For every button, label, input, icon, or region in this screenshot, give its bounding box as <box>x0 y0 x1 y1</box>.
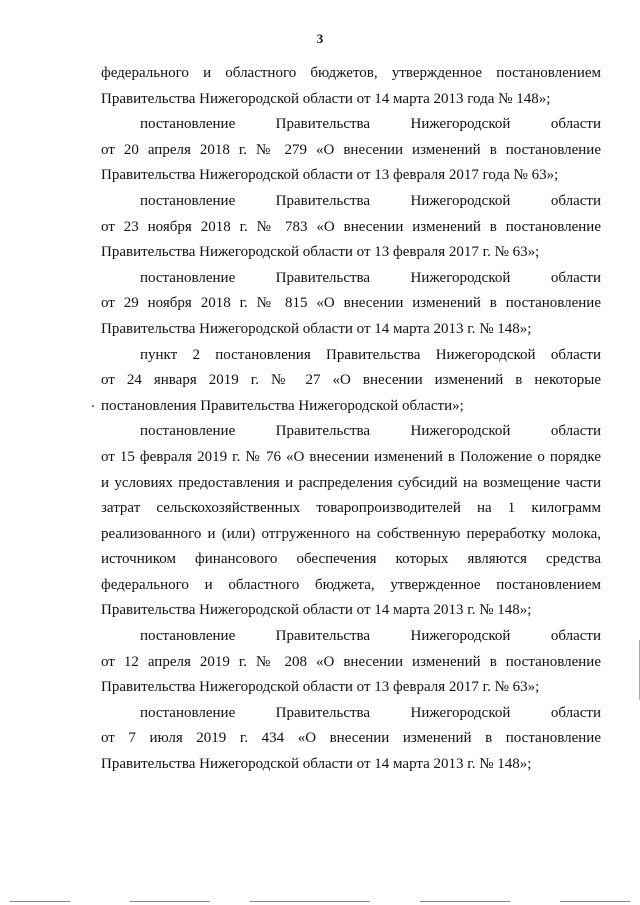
text-line: постановление Правительства Нижегородской области <box>140 628 601 645</box>
paragraph <box>101 419 601 624</box>
text-line: Правительства Нижегородской области от 13 февраля 2017 г. № 63»; <box>101 244 540 261</box>
scan-edge-line <box>130 901 210 902</box>
paragraph <box>101 266 601 343</box>
text-line: Правительства Нижегородской области от 13 февраля 2017 года № 63»; <box>101 167 559 184</box>
text-line: федерального и областного бюджета, утвержденное постановлением <box>101 576 601 593</box>
text-line: от 24 января 2019 г. № 27 «О внесении изменений в некоторые <box>101 372 601 389</box>
text-line: федерального и областного бюджетов, утвержденное постановлением <box>101 65 601 81</box>
text-line: пункт 2 постановления Правительства Нижегородской области <box>140 346 601 363</box>
paragraph <box>101 61 601 112</box>
text-line: реализованного и (или) отгруженного на собственную переработку молока, <box>101 525 601 542</box>
paragraph <box>101 112 601 189</box>
text-line: Правительства Нижегородской области от 14 марта 2013 г. № 148»; <box>101 602 532 619</box>
scan-edge-line <box>420 901 510 902</box>
text-line: и условиях предоставления и распределения субсидий на возмещение части <box>101 474 601 491</box>
page-number: 3 <box>316 31 324 46</box>
text-line: от 20 апреля 2018 г. № 279 «О внесении изменений в постановление <box>101 141 601 158</box>
scan-edge-line <box>250 901 370 902</box>
text-line: постановление Правительства Нижегородской области <box>140 116 601 133</box>
text-line: Правительства Нижегородской области от 14 марта 2013 г. № 148»; <box>101 756 532 773</box>
text-line: постановление Правительства Нижегородской области <box>140 704 601 721</box>
text-line: постановления Правительства Нижегородской области»; <box>101 397 464 414</box>
document-body <box>101 61 601 778</box>
text-line: от 7 июля 2019 г. 434 «О внесении изменений в постановление <box>101 730 601 747</box>
text-line: Правительства Нижегородской области от 13 февраля 2017 г. № 63»; <box>101 679 540 696</box>
text-line: постановление Правительства Нижегородской области <box>140 423 601 440</box>
text-line: от 23 ноября 2018 г. № 783 «О внесении изменений в постановление <box>101 218 601 235</box>
paragraph <box>101 189 601 266</box>
scan-edge-line <box>10 901 70 902</box>
scan-edge-line <box>560 901 630 902</box>
text-line: от 29 ноября 2018 г. № 815 «О внесении изменений в постановление <box>101 295 601 312</box>
text-line: Правительства Нижегородской области от 14 марта 2013 г. № 148»; <box>101 320 532 337</box>
text-line: от 12 апреля 2019 г. № 208 «О внесении изменений в постановление <box>101 653 601 670</box>
text-line: постановление Правительства Нижегородской области <box>140 192 601 209</box>
text-line: Правительства Нижегородской области от 14 марта 2013 года № 148»; <box>101 90 551 107</box>
text-line: затрат сельскохозяйственных товаропроизводителей на 1 килограмм <box>101 500 601 517</box>
scan-speck <box>92 405 94 407</box>
text-line: постановление Правительства Нижегородской области <box>140 269 601 286</box>
text-line: от 15 февраля 2019 г. № 76 «О внесении изменений в Положение о порядке <box>101 448 601 465</box>
text-line: источником финансового обеспечения которых являются средства <box>101 551 601 568</box>
paragraph <box>101 701 601 778</box>
paragraph <box>101 343 601 420</box>
paragraph <box>101 624 601 701</box>
